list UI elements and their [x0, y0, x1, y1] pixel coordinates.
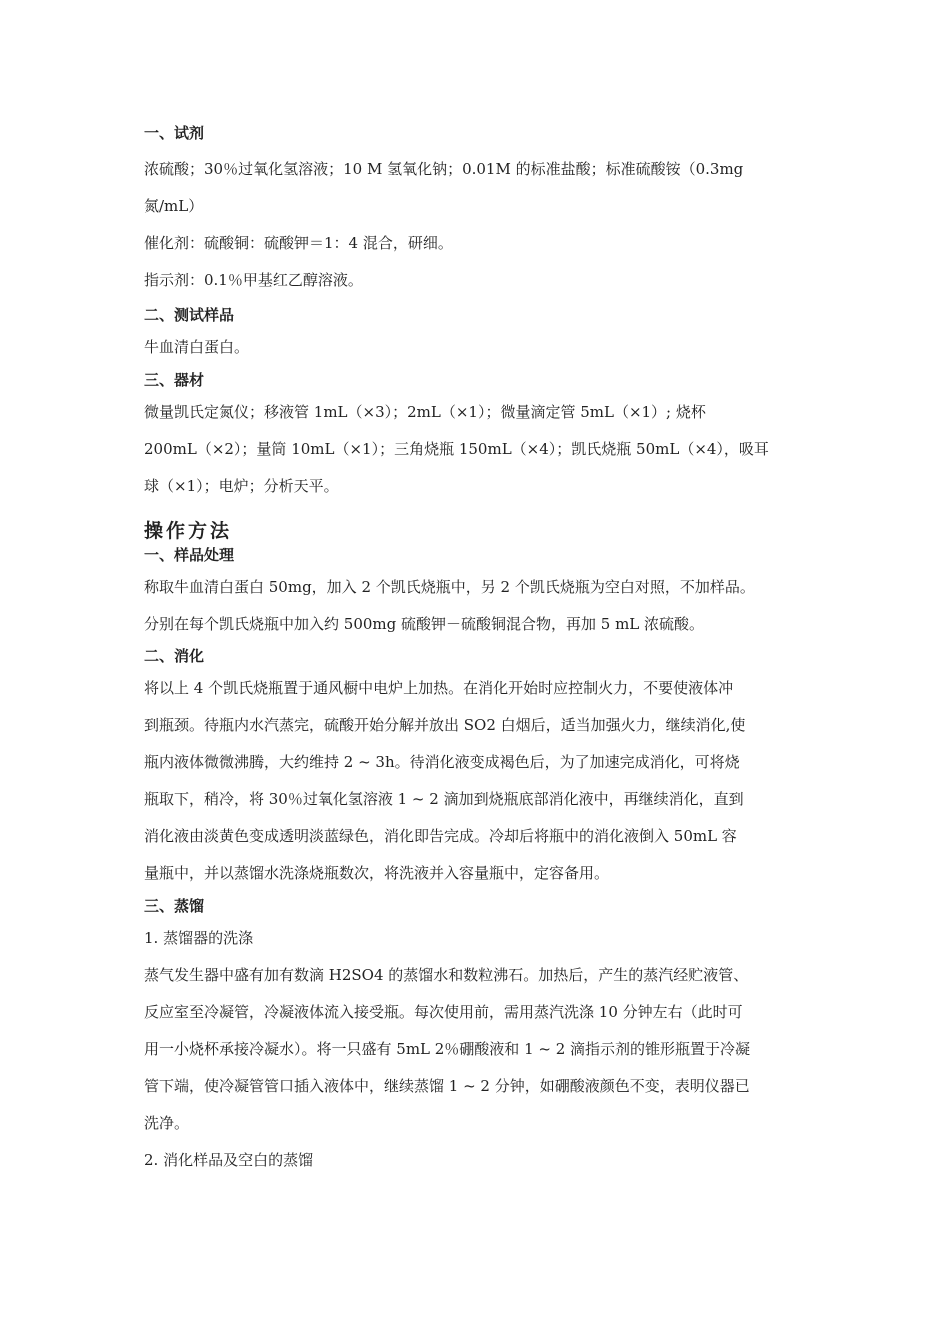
section-heading-sample-processing: 一、样品处理: [144, 546, 235, 564]
section-heading-equipment: 三、器材: [144, 371, 205, 389]
paragraph-line: 瓶取下，稍冷，将 30％过氧化氢溶液 1 ~ 2 滴加到烧瓶底部消化液中，再继续消化，直到: [144, 790, 744, 808]
paragraph-line: 用一小烧杯承接冷凝水）。将一只盛有 5mL 2％硼酸液和 1 ~ 2 滴指示剂的锥形瓶置于冷凝: [144, 1040, 751, 1058]
paragraph-line: 到瓶颈。待瓶内水汽蒸完，硫酸开始分解并放出 SO2 白烟后，适当加强火力，继续消化,使: [144, 716, 746, 734]
paragraph-line: 球（×1）；电炉；分析天平。: [144, 477, 339, 495]
subsection-heading: 2. 消化样品及空白的蒸馏: [144, 1151, 314, 1169]
section-heading-distillation: 三、蒸馏: [144, 897, 205, 915]
paragraph-line: 催化剂：硫酸铜：硫酸钾＝1：4 混合，研细。: [144, 234, 453, 252]
subsection-heading: 1. 蒸馏器的洗涤: [144, 929, 254, 947]
paragraph-line: 蒸气发生器中盛有加有数滴 H2SO4 的蒸馏水和数粒沸石。加热后，产生的蒸汽经贮液管、: [144, 966, 749, 984]
paragraph-line: 反应室至冷凝管，冷凝液体流入接受瓶。每次使用前，需用蒸汽洗涤 10 分钟左右（此时可: [144, 1003, 743, 1021]
method-title: 操作方法: [144, 520, 233, 542]
document-body: [144, 124, 808, 1179]
paragraph-line: 管下端，使冷凝管管口插入液体中，继续蒸馏 1 ~ 2 分钟，如硼酸液颜色不变，表明仪器已: [144, 1077, 750, 1095]
section-heading-reagents: 一、试剂: [144, 124, 205, 142]
paragraph-line: 分别在每个凯氏烧瓶中加入约 500mg 硫酸钾－硫酸铜混合物，再加 5 mL 浓硫酸。: [144, 615, 705, 633]
paragraph-line: 200mL（×2）；量筒 10mL（×1）；三角烧瓶 150mL（×4）；凯氏烧瓶 50mL（×4），吸耳: [144, 440, 769, 458]
paragraph-line: 氮/mL）: [144, 197, 204, 215]
section-heading-digestion: 二、消化: [144, 647, 205, 665]
paragraph-line: 称取牛血清白蛋白 50mg，加入 2 个凯氏烧瓶中，另 2 个凯氏烧瓶为空白对照，不加样品。: [144, 578, 755, 596]
paragraph-line: 浓硫酸；30％过氧化氢溶液；10 M 氢氧化钠；0.01M 的标准盐酸；标准硫酸铵（0.3mg: [144, 160, 744, 178]
paragraph-line: 量瓶中，并以蒸馏水洗涤烧瓶数次，将洗液并入容量瓶中，定容备用。: [144, 864, 610, 882]
paragraph-line: 洗净。: [144, 1114, 190, 1132]
paragraph-line: 指示剂：0.1％甲基红乙醇溶液。: [144, 271, 363, 289]
paragraph-line: 消化液由淡黄色变成透明淡蓝绿色，消化即告完成。冷却后将瓶中的消化液倒入 50mL 容: [144, 827, 737, 845]
paragraph-line: 微量凯氏定氮仪；移液管 1mL（×3）；2mL（×1）；微量滴定管 5mL（×1）; 烧杯: [144, 403, 706, 421]
paragraph-line: 将以上 4 个凯氏烧瓶置于通风橱中电炉上加热。在消化开始时应控制火力，不要使液体冲: [144, 679, 734, 697]
paragraph-line: 牛血清白蛋白。: [144, 338, 250, 356]
paragraph-line: 瓶内液体微微沸腾，大约维持 2 ~ 3h。待消化液变成褐色后，为了加速完成消化，可将烧: [144, 753, 740, 771]
section-heading-sample: 二、测试样品: [144, 306, 235, 324]
